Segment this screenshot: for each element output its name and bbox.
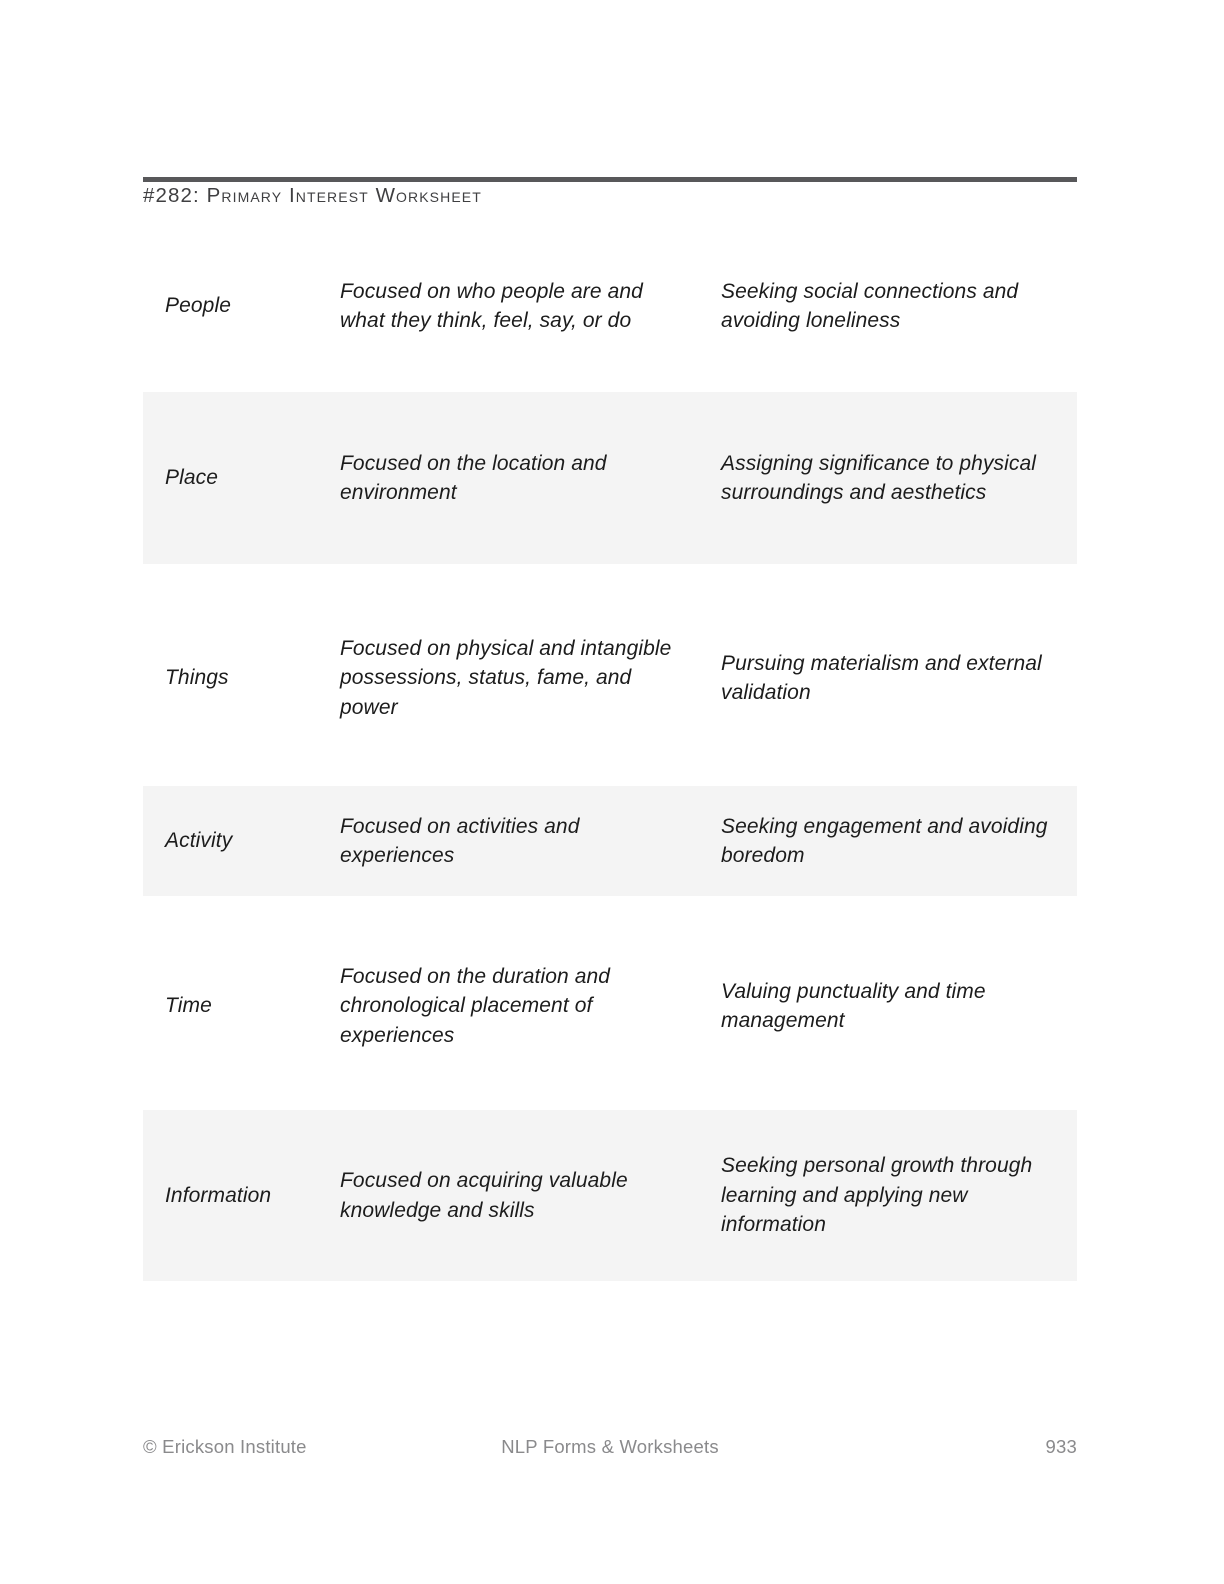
row-focus: Focused on physical and intangible possessions, status, fame, and power (340, 636, 672, 719)
row-spacer (143, 564, 1077, 604)
page-footer (143, 1436, 1077, 1462)
footer-section-title: NLP Forms & Worksheets (501, 1436, 719, 1457)
table-row (143, 1110, 1077, 1281)
row-drive: Pursuing materialism and external validation (721, 651, 1042, 704)
table-row (143, 392, 1077, 564)
row-focus: Focused on who people are and what they think, feel, say, or do (340, 279, 643, 332)
row-label: People (165, 294, 231, 318)
row-drive: Valuing punctuality and time management (721, 979, 986, 1032)
page-title: #282: Primary Interest Worksheet (143, 184, 482, 207)
row-focus: Focused on the duration and chronological placement of experiences (340, 964, 611, 1047)
row-focus: Focused on acquiring valuable knowledge and skills (340, 1169, 628, 1222)
row-label: Place (165, 466, 219, 490)
row-drive: Assigning significance to physical surroundings and aesthetics (721, 451, 1037, 504)
row-focus: Focused on activities and experiences (340, 814, 580, 867)
row-drive: Seeking personal growth through learning and applying new information (721, 1154, 1033, 1237)
row-focus: Focused on the location and environment (340, 451, 607, 504)
row-drive: Seeking social connections and avoiding loneliness (721, 279, 1019, 332)
row-label: Time (165, 994, 212, 1018)
row-label: Information (165, 1183, 272, 1207)
header-rule (143, 177, 1077, 182)
row-spacer (143, 752, 1077, 786)
table-row (143, 604, 1077, 752)
row-label: Things (165, 666, 229, 690)
row-spacer (143, 896, 1077, 932)
table-row (143, 932, 1077, 1080)
footer-copyright: © Erickson Institute (143, 1436, 307, 1457)
primary-interest-table (143, 258, 1077, 1281)
row-drive: Seeking engagement and avoiding boredom (721, 814, 1048, 867)
table-row (143, 786, 1077, 896)
table-row (143, 258, 1077, 354)
row-spacer (143, 1080, 1077, 1110)
footer-page-number: 933 (1045, 1436, 1077, 1457)
row-spacer (143, 354, 1077, 392)
row-label: Activity (165, 829, 233, 853)
